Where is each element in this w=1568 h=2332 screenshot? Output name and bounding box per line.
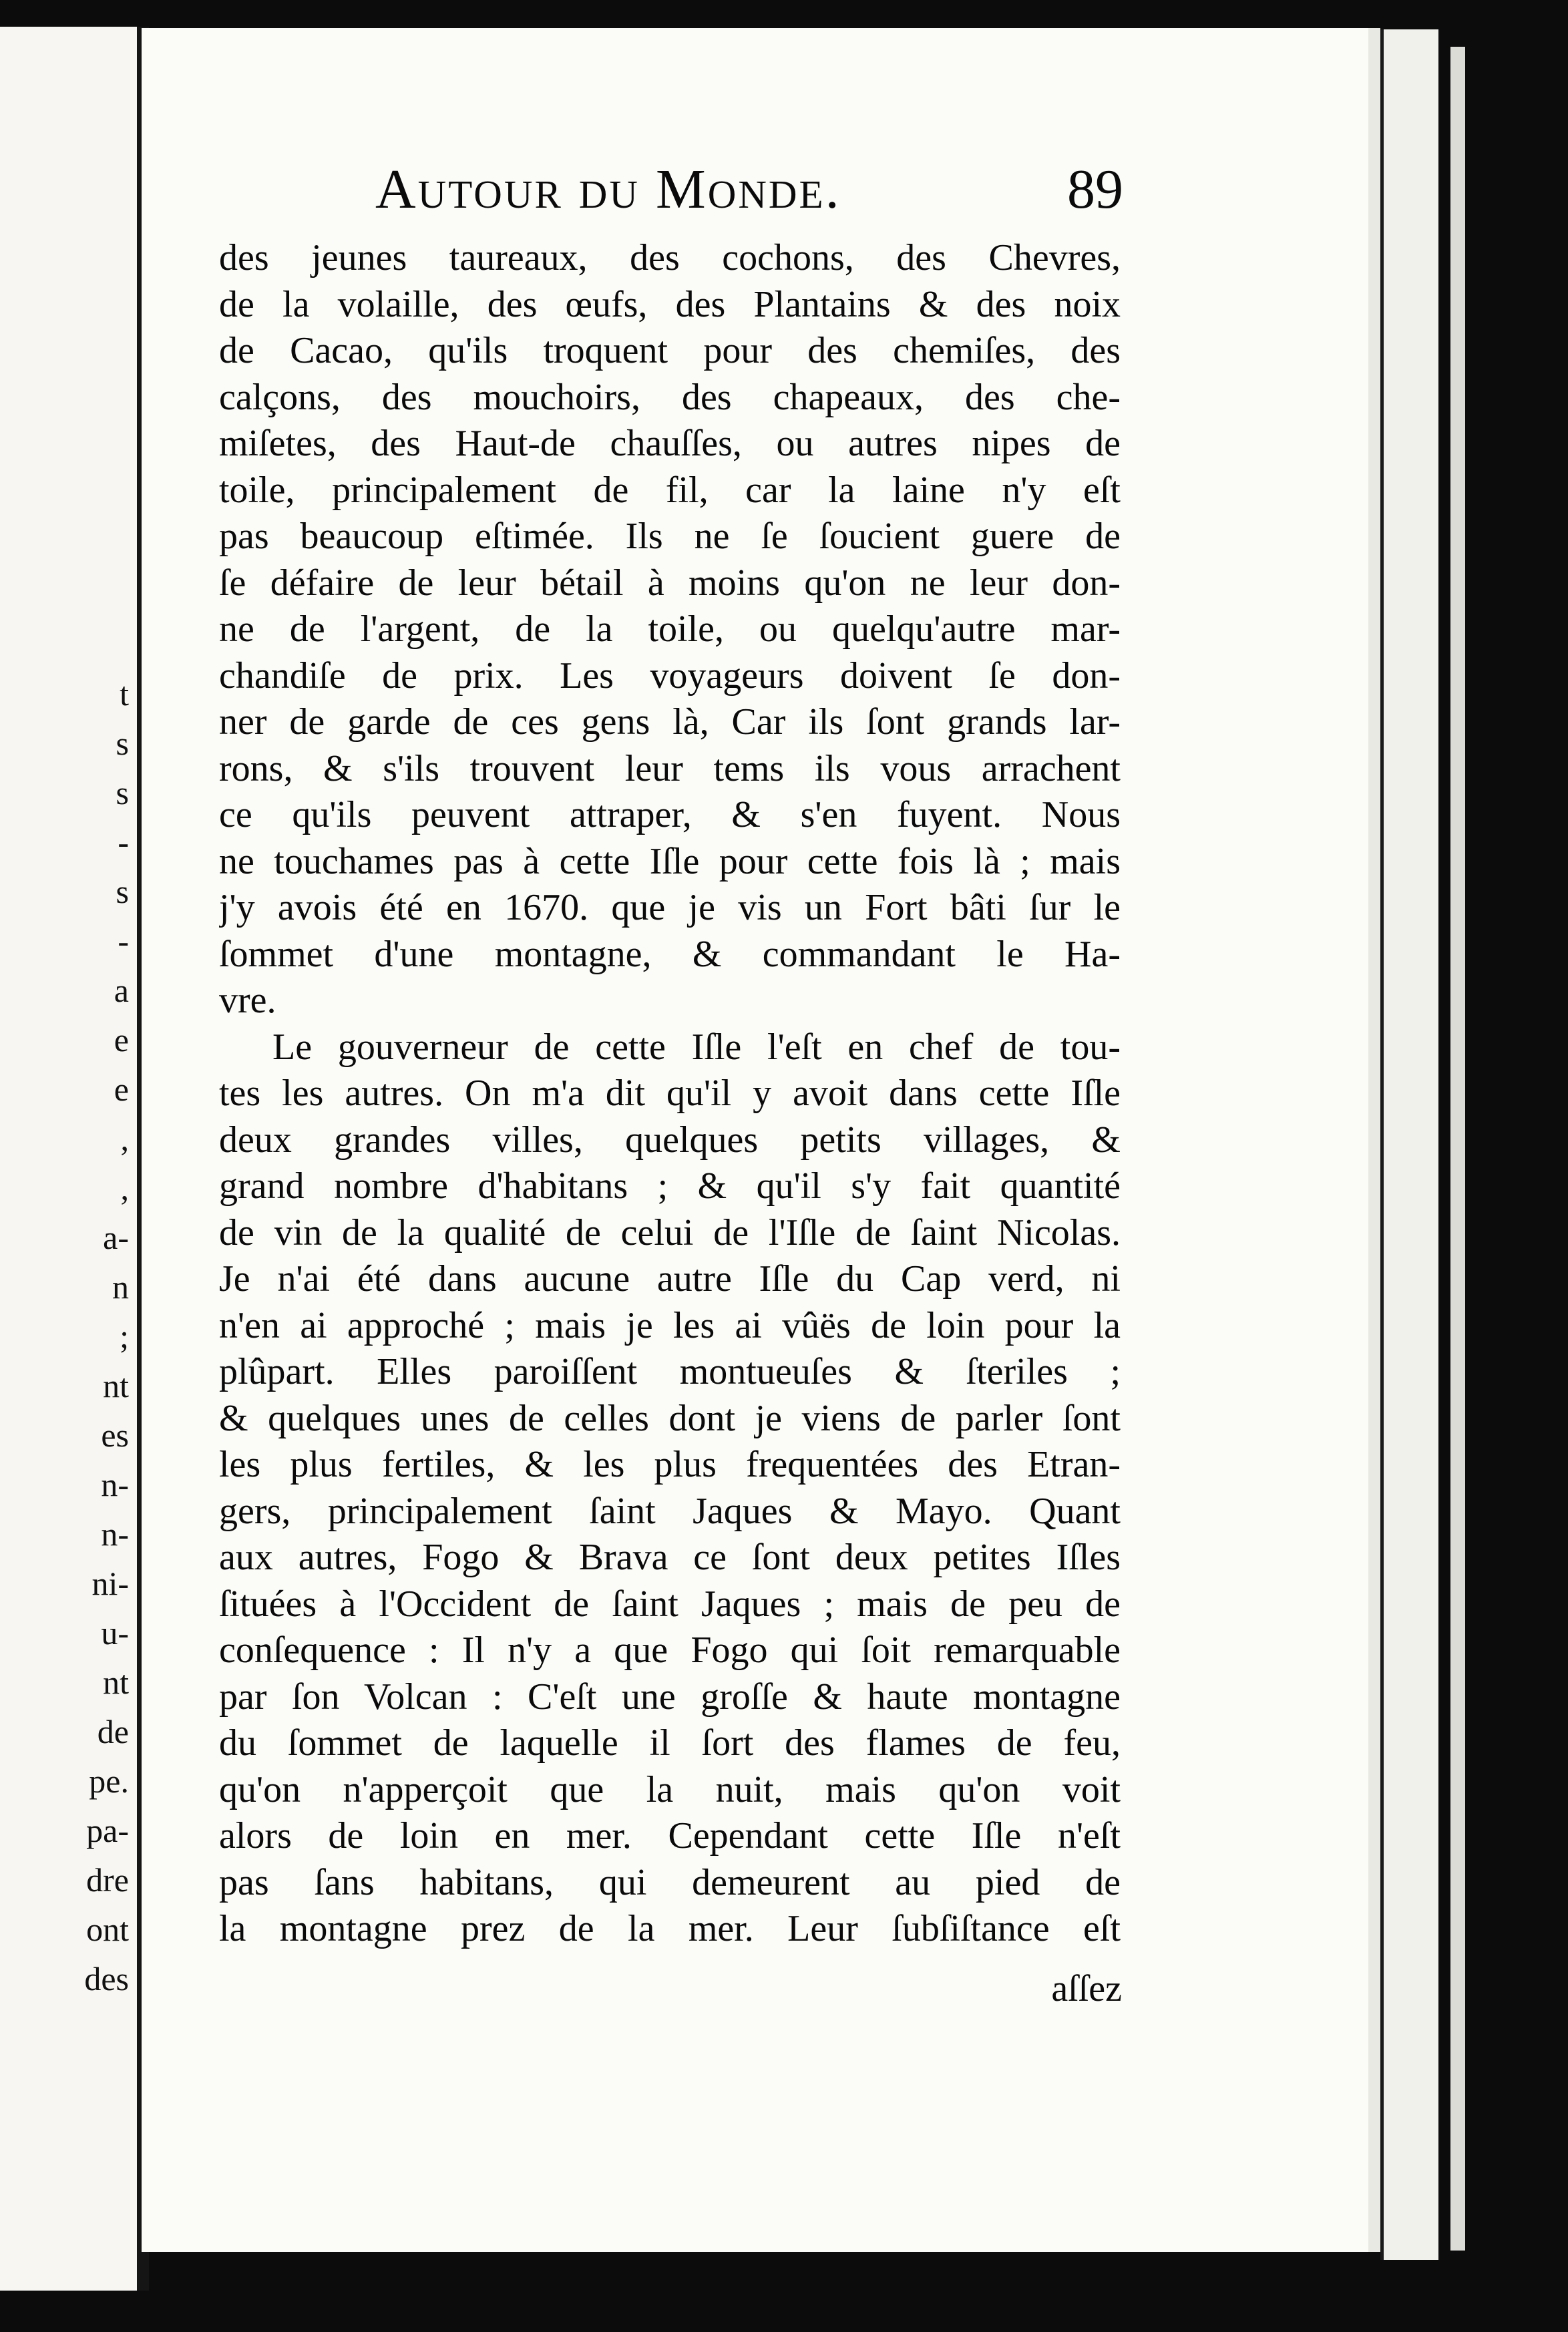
page-header	[235, 157, 1123, 230]
text-line: grand nombre d'habitans ; & qu'il s'y fait quantité	[219, 1165, 1121, 1207]
text-line: ſommet d'une montagne, & commandant le Ha-	[219, 933, 1121, 975]
text-line: vre.	[219, 980, 276, 1021]
text-line: calçons, des mouchoirs, des chapeaux, des che-	[219, 376, 1121, 418]
page-number: 89	[1067, 158, 1123, 220]
left-page-fragment: pa-	[86, 1812, 129, 1849]
text-line: de la volaille, des œufs, des Plantains & des noix	[219, 283, 1121, 325]
left-page-fragment: e	[114, 1071, 129, 1108]
text-line: Je n'ai été dans aucune autre Iſle du Cap verd, ni	[219, 1258, 1121, 1300]
left-page-fragment: n-	[101, 1466, 129, 1503]
left-page-fragment: n	[112, 1268, 129, 1306]
left-page-fragment: nt	[103, 1664, 129, 1701]
left-page-fragment: -	[118, 922, 129, 960]
text-line: gers, principalement ſaint Jaques & Mayo. Quant	[219, 1490, 1121, 1532]
left-page-fragment: u-	[101, 1614, 129, 1651]
text-line: pas ſans habitans, qui demeurent au pied de	[219, 1861, 1121, 1903]
text-line: ner de garde de ces gens là, Car ils ſont grands lar-	[219, 701, 1121, 743]
text-line: ne de l'argent, de la toile, ou quelqu'autre mar-	[219, 608, 1121, 650]
text-line: de vin de la qualité de celui de l'Iſle de ſaint Nicolas.	[219, 1211, 1121, 1253]
left-page-fragment: s	[116, 873, 129, 910]
left-page-fragment: dre	[86, 1861, 129, 1899]
text-line: plûpart. Elles paroiſſent montueuſes & ſteriles ;	[219, 1351, 1121, 1392]
left-page-fragment: a	[114, 972, 129, 1009]
text-line: de Cacao, qu'ils troquent pour des chemiſes, des	[219, 330, 1121, 371]
left-page-fragment: des	[84, 1960, 129, 1997]
body-text	[219, 235, 1121, 1953]
text-line: ſe défaire de leur bétail à moins qu'on ne leur don-	[219, 562, 1121, 604]
text-line: ſituées à l'Occident de ſaint Jaques ; mais de peu de	[219, 1583, 1121, 1625]
text-line: ne touchames pas à cette Iſle pour cette fois là ; mais	[219, 840, 1121, 882]
left-page-fragment: pe.	[89, 1762, 129, 1800]
running-title: Autour du Monde.	[375, 158, 841, 220]
page-edge	[1380, 29, 1438, 2260]
text-line: alors de loin en mer. Cependant cette Iſle n'eſt	[219, 1815, 1121, 1857]
left-page-fragment: n-	[101, 1515, 129, 1553]
left-page-fragment: s	[116, 725, 129, 762]
left-page-fragment: ,	[120, 1169, 129, 1207]
text-line: la montagne prez de la mer. Leur ſubſiſtance eſt	[219, 1908, 1121, 1949]
text-line: Le gouverneur de cette Iſle l'eſt en chef de tou-	[272, 1026, 1121, 1068]
left-page-fragment: ni-	[91, 1565, 129, 1602]
left-page-fragment: a-	[103, 1219, 129, 1256]
left-page-fragment: es	[101, 1416, 129, 1454]
left-page-fragment: -	[118, 823, 129, 861]
text-line: qu'on n'apperçoit que la nuit, mais qu'on voit	[219, 1768, 1121, 1810]
left-page-edge	[0, 27, 149, 2291]
text-line: aux autres, Fogo & Brava ce ſont deux petites Iſles	[219, 1537, 1121, 1578]
left-page-fragment: de	[97, 1713, 129, 1750]
left-page-fragment: ,	[120, 1120, 129, 1157]
text-line: n'en ai approché ; mais je les ai vûës de loin pour la	[219, 1304, 1121, 1346]
left-page-fragment: s	[116, 774, 129, 811]
left-page-fragment: nt	[103, 1367, 129, 1404]
page-edge-inner	[1450, 47, 1465, 2251]
text-line: deux grandes villes, quelques petits villages, &	[219, 1119, 1121, 1161]
left-page-fragment: e	[114, 1021, 129, 1058]
text-line: rons, & s'ils trouvent leur tems ils vous arrachent	[219, 747, 1121, 789]
left-page-fragment: ont	[86, 1911, 129, 1948]
text-line: ce qu'ils peuvent attraper, & s'en fuyent. Nous	[219, 794, 1121, 835]
left-page-fragment: ;	[120, 1318, 129, 1355]
text-line: des jeunes taureaux, des cochons, des Chevres,	[219, 237, 1121, 278]
text-line: les plus fertiles, & les plus frequentées des Etran-	[219, 1444, 1121, 1485]
text-line: miſetes, des Haut-de chauſſes, ou autres nipes de	[219, 423, 1121, 464]
text-line: pas beaucoup eſtimée. Ils ne ſe ſoucient guere de	[219, 516, 1121, 557]
text-line: & quelques unes de celles dont je viens de parler ſont	[219, 1397, 1121, 1439]
text-line: du ſommet de laquelle il ſort des flames de feu,	[219, 1722, 1121, 1764]
text-line: conſequence : Il n'y a que Fogo qui ſoit remarquable	[219, 1629, 1121, 1671]
text-line: tes les autres. On m'a dit qu'il y avoit dans cette Iſle	[219, 1073, 1121, 1114]
catchword: aſſez	[1051, 1968, 1122, 2009]
text-line: j'y avois été en 1670. que je vis un Fort bâti ſur le	[219, 887, 1121, 928]
text-line: par ſon Volcan : C'eſt une groſſe & haute montagne	[219, 1676, 1121, 1718]
text-line: toile, principalement de fil, car la laine n'y eſt	[219, 469, 1121, 511]
text-line: chandiſe de prix. Les voyageurs doivent ſe don-	[219, 654, 1121, 697]
left-page-fragment: t	[120, 675, 129, 713]
